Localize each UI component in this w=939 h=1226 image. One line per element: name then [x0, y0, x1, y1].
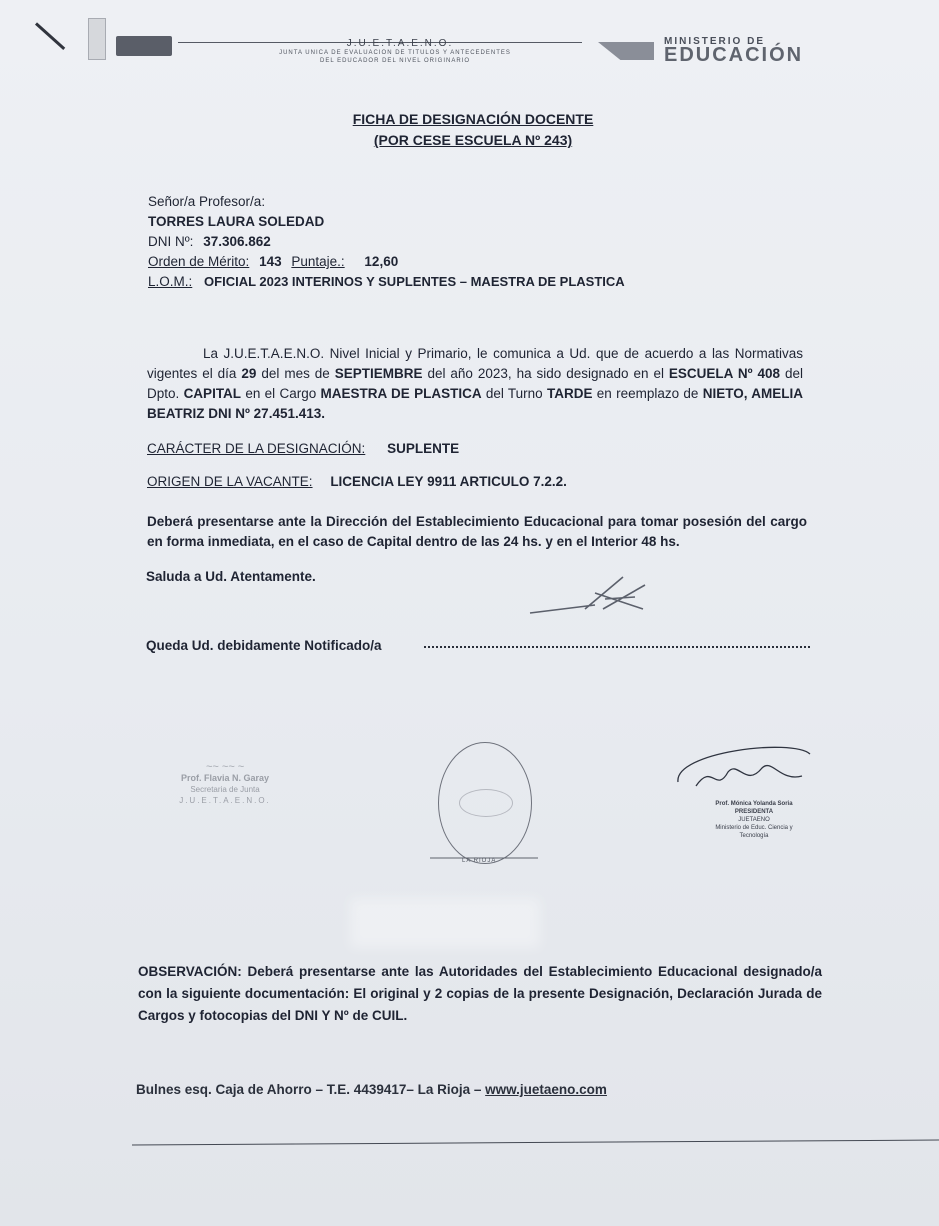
body-replaced-teacher: NIETO, AMELIA BEATRIZ DNI Nº 27.451.413.	[147, 386, 803, 421]
left-stamp-role: Secretaria de Junta	[190, 785, 260, 794]
dni-row	[148, 234, 271, 249]
teacher-name: TORRES LAURA SOLEDAD	[148, 214, 325, 229]
body-school: ESCUELA Nº 408	[668, 366, 781, 381]
merit-row	[148, 254, 398, 269]
body-department: CAPITAL	[183, 386, 242, 401]
paper-smudge	[350, 898, 540, 948]
body-text: del año 2023, ha sido designado en el	[422, 366, 669, 381]
ministry-label-bottom: EDUCACIÓN	[664, 44, 804, 66]
body-text: en reemplazo de	[592, 386, 703, 401]
left-stamp-signature: ~~ ~~ ~	[205, 761, 245, 773]
observation-paragraph	[138, 961, 822, 1027]
ministry-label-top: MINISTERIO DE	[664, 36, 766, 47]
closing-text: Saluda a Ud. Atentamente.	[146, 569, 316, 584]
footer-website-link[interactable]: www.juetaeno.com	[485, 1082, 607, 1097]
body-text: del Dpto.	[147, 366, 803, 401]
right-stamp	[702, 800, 806, 840]
caracter-row	[147, 441, 459, 456]
seal-emblem	[459, 789, 513, 817]
origen-row	[147, 474, 567, 489]
body-position: MAESTRA DE PLASTICA	[320, 386, 482, 401]
body-day: 29	[241, 366, 257, 381]
caracter-label: CARÁCTER DE LA DESIGNACIÓN:	[147, 441, 366, 456]
footer-rule	[132, 1140, 939, 1146]
lom-label: L.O.M.:	[148, 274, 193, 289]
lom-row	[148, 274, 625, 289]
org-subtitle-1: JUNTA UNICA DE EVALUACION DE TITULOS Y ANTECEDENTES	[279, 50, 511, 56]
document-title: FICHA DE DESIGNACIÓN DOCENTE	[352, 111, 594, 127]
header-slash-mark	[35, 22, 65, 50]
body-text: en el Cargo	[241, 386, 321, 401]
right-stamp-role: PRESIDENTA	[734, 809, 774, 815]
instruction-text: Deberá presentarse ante la Dirección del Establecimiento Educacional para tomar posesión del cargo en forma inmediata, en el caso de Capital dentro de las 24 hs. y en el Interior 48 hs.	[147, 514, 807, 549]
ministry-logo-shape	[598, 42, 654, 60]
designation-paragraph	[147, 344, 803, 424]
seal-label: LA RIOJA	[462, 858, 497, 864]
left-stamp-org: J.U.E.T.A.E.N.O.	[179, 796, 271, 805]
origen-value: LICENCIA LEY 9911 ARTICULO 7.2.2.	[330, 474, 567, 489]
observation-label: OBSERVACIÓN:	[138, 964, 242, 979]
body-shift: TARDE	[546, 386, 593, 401]
salutation: Señor/a Profesor/a:	[148, 194, 266, 209]
signature-scribble	[525, 565, 655, 625]
puntaje-label: Puntaje.:	[291, 254, 345, 269]
footer-address-text: Bulnes esq. Caja de Ahorro – T.E. 4439417– La Rioja –	[136, 1082, 486, 1097]
header-vertical-bar	[88, 18, 106, 60]
left-stamp	[150, 762, 300, 824]
left-stamp-name: Prof. Flavia N. Garay	[180, 773, 270, 783]
body-text: La J.U.E.T.A.E.N.O. Nivel Inicial y Primario, le comunica a Ud. que de acuerdo a las Normativas vigentes el día	[147, 346, 803, 381]
orden-label: Orden de Mérito:	[148, 254, 250, 269]
signature-dotted-line	[424, 646, 810, 648]
body-text: del mes de	[256, 366, 335, 381]
orden-value: 143	[259, 254, 282, 269]
lom-value: OFICIAL 2023 INTERINOS Y SUPLENTES – MAESTRA DE PLASTICA	[204, 274, 625, 289]
puntaje-value: 12,60	[364, 254, 399, 269]
body-month: SEPTIEMBRE	[334, 366, 423, 381]
dni-label: DNI Nº:	[148, 234, 194, 249]
org-subtitle-2: DEL EDUCADOR DEL NIVEL ORIGINARIO	[319, 58, 471, 64]
right-stamp-name: Prof. Mónica Yolanda Soria	[715, 801, 793, 807]
notified-label: Queda Ud. debidamente Notificado/a	[146, 638, 382, 653]
juetaeno-logo	[116, 36, 172, 56]
right-stamp-dept: Ministerio de Educ. Ciencia y Tecnología	[715, 825, 793, 839]
document-subtitle: (POR CESE ESCUELA Nº 243)	[373, 132, 573, 148]
origen-label: ORIGEN DE LA VACANTE:	[147, 474, 313, 489]
right-stamp-org: JUETAENO	[738, 817, 770, 823]
org-title: J.U.E.T.A.E.N.O.	[346, 38, 454, 49]
dni-value: 37.306.862	[203, 234, 271, 249]
footer-address	[136, 1082, 607, 1097]
president-signature	[672, 742, 814, 804]
body-text: del Turno	[481, 386, 547, 401]
caracter-value: SUPLENTE	[387, 441, 460, 456]
observation-text: Deberá presentarse ante las Autoridades del Establecimiento Educacional designado/a con la siguiente documentación: El original y 2 copias de la presente Designación, Declaración Jurada de Cargos y fotocopias del DNI Y Nº de CUIL.	[138, 964, 822, 1023]
